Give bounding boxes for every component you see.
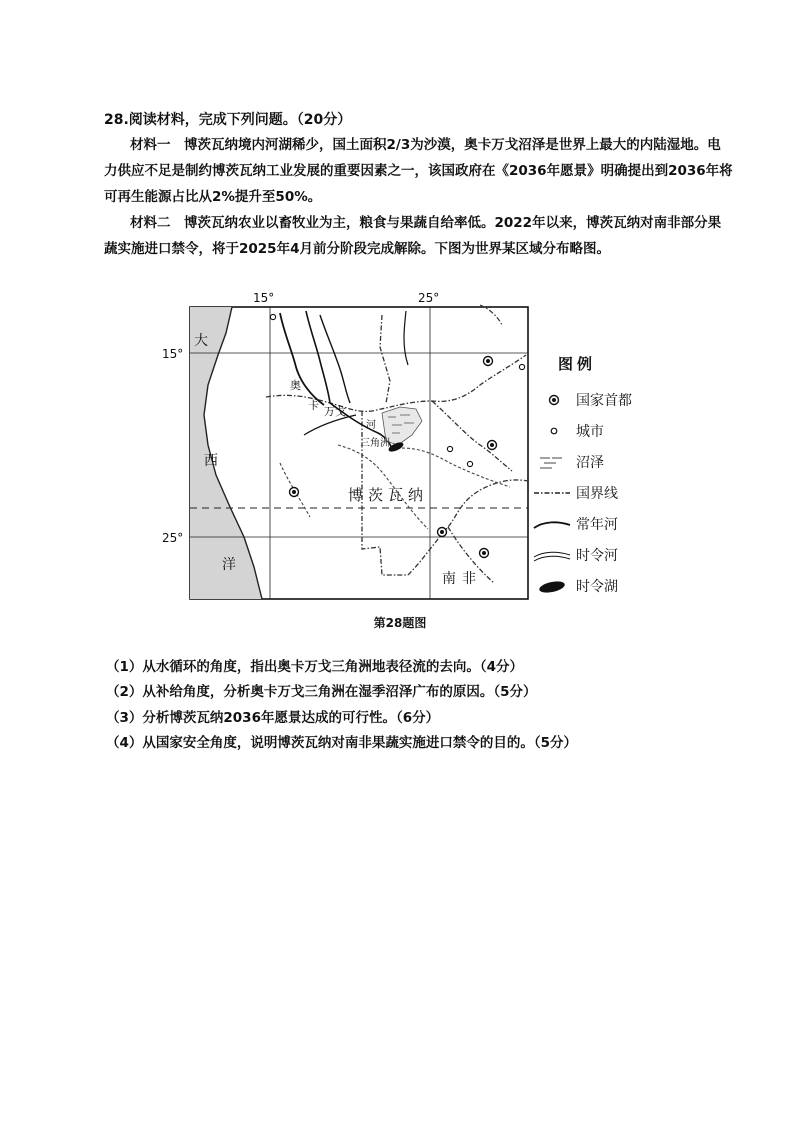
label-wange: 万戈: [324, 405, 346, 418]
capital-marker: [488, 441, 497, 450]
figure-caption: 第28题图: [373, 616, 427, 630]
perennial-river-icon: [534, 522, 570, 528]
sub-question-1: （1）从水循环的角度，指出奥卡万戈三角洲地表径流的去向。（4分）: [106, 659, 524, 675]
ocean-char-1: 大: [194, 333, 208, 349]
capital-marker: [484, 357, 493, 366]
material-one-text: 材料一 博茨瓦纳境内河湖稀少，国土面积2/3为沙漠，奥卡万戈沼泽是世界上最大的内陆湿地。电力供应不足是制约博茨瓦纳工业发展的重要因素之一，该国政府在《2036年愿景》明确提出到2036年将可再生能源占比从2%提升至50%。: [104, 137, 733, 205]
question-title: 28.阅读材料，完成下列问题。（20分）: [104, 112, 352, 128]
capital-marker: [290, 488, 299, 497]
material-two-text: 材料二 博茨瓦纳农业以畜牧业为主，粮食与果蔬自给率低。2022年以来，博茨瓦纳对南非部分果蔬实施进口禁令，将于2025年4月前分阶段完成解除。下图为世界某区域分布略图。: [104, 215, 722, 257]
city-marker: [519, 364, 524, 369]
seasonal-river-icon: [534, 552, 570, 561]
city-marker: [447, 446, 452, 451]
legend-label-capital: 国家首都: [576, 393, 632, 409]
label-ka: 卡: [308, 399, 319, 412]
lon-label-15: 15°: [253, 291, 275, 305]
material-two-paragraph: [104, 210, 734, 262]
legend-label-swamp: 沼泽: [576, 455, 604, 471]
legend-title: 图例: [558, 355, 597, 373]
label-botswana: 博茨瓦纳: [348, 486, 429, 504]
label-delta: 三角洲: [360, 438, 390, 449]
swamp-icon: [540, 458, 562, 468]
city-icon: [551, 428, 557, 434]
region-map: [160, 285, 680, 607]
label-ao: 奥: [290, 379, 301, 392]
legend-label-city: 城市: [576, 424, 604, 440]
city-marker: [467, 461, 472, 466]
capital-marker: [480, 549, 489, 558]
region-map-figure: [160, 285, 680, 607]
material-one-paragraph: [104, 132, 734, 210]
lat-label-25: 25°: [162, 531, 184, 545]
lat-label-15: 15°: [162, 347, 184, 361]
label-he: 河: [366, 420, 376, 431]
label-south-africa: 南非: [442, 571, 482, 587]
lon-label-25: 25°: [418, 291, 440, 305]
ocean-char-2: 西: [204, 453, 218, 469]
legend-label-border: 国界线: [576, 486, 618, 502]
sub-question-4: （4）从国家安全角度，说明博茨瓦纳对南非果蔬实施进口禁令的目的。（5分）: [106, 735, 578, 751]
sub-question-2: （2）从补给角度，分析奥卡万戈三角洲在湿季沼泽广布的原因。（5分）: [106, 684, 537, 700]
legend-label-seasonal-lake: 时令湖: [576, 579, 618, 595]
capital-marker: [438, 528, 447, 537]
city-marker: [270, 314, 275, 319]
seasonal-lake-icon: [538, 579, 566, 594]
legend-label-perennial-river: 常年河: [576, 517, 618, 533]
capital-icon: [550, 396, 559, 405]
legend-label-seasonal-river: 时令河: [576, 548, 618, 564]
sub-question-3: （3）分析博茨瓦纳2036年愿景达成的可行性。（6分）: [106, 710, 440, 726]
ocean-char-3: 洋: [222, 557, 236, 573]
